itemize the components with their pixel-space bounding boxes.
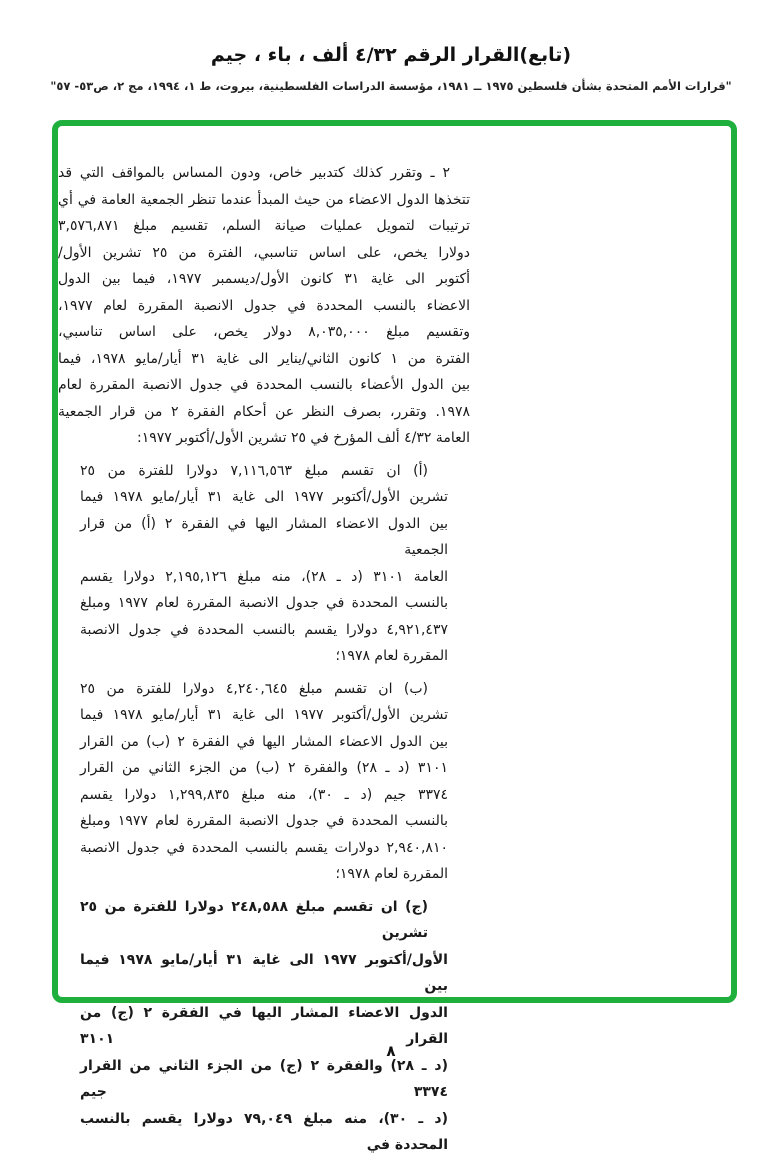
paragraph-b xyxy=(80,676,448,888)
text-line: العامة ٣١٠١ (د ـ ٢٨)، منه مبلغ ٢,١٩٥,١٢٦ دولارا يقسم xyxy=(80,568,448,585)
text-line: ترتيبات لتمويل عمليات صيانة السلم، تقسيم مبلغ ٣,٥٧٦,٨٧١ xyxy=(58,218,470,234)
text-line: المقررة لعام ١٩٧٨؛ xyxy=(335,866,448,882)
text-line: ٢,٩٤٠,٨١٠ دولارات يقسم بالنسب المحددة في جدول الانصبة xyxy=(80,839,448,856)
text-line: (د ـ ٣٠)، منه مبلغ ٧٩,٠٤٩ دولارا يقسم بالنسب المحددة في xyxy=(80,1110,448,1153)
content-frame xyxy=(52,120,737,1153)
page-number: ٨ xyxy=(386,1042,396,1060)
paragraph-a xyxy=(80,458,448,670)
text-line: بين الدول الاعضاء المشار اليها في الفقرة ٢ (ب) من القرار xyxy=(80,733,448,750)
text-line: تشرين الأول/أكتوبر ١٩٧٧ الى غاية ٣١ أيار/مايو ١٩٧٨ فيما xyxy=(80,707,448,723)
page-header xyxy=(0,44,782,93)
resolution-text-column xyxy=(58,160,470,1159)
text-line: الاعضاء بالنسب المحددة في جدول الانصبة المقررة لعام ١٩٧٧، xyxy=(58,297,470,314)
document-title: (تابع)القرار الرقم ٤/٣٢ ألف ، باء ، جيم xyxy=(210,44,572,66)
paragraph-2-intro xyxy=(58,160,470,452)
text-line: الأول/أكتوبر ١٩٧٧ الى غاية ٣١ أيار/مايو ١٩٧٨ فيما بين xyxy=(80,951,448,994)
text-line: ٤,٩٢١,٤٣٧ دولارا يقسم بالنسب المحددة في جدول الانصبة xyxy=(80,621,448,638)
text-line: بين الدول الأعضاء بالنسب المحددة في جدول الانصبة المقررة لعام xyxy=(58,377,470,393)
text-line: بالنسب المحددة في جدول الانصبة المقررة لعام ١٩٧٧ ومبلغ xyxy=(80,595,448,611)
text-line: وتقسيم مبلغ ٨,٠٣٥,٠٠٠ دولار يخص، على اساس تناسبي، xyxy=(58,324,471,340)
text-line: بين الدول الاعضاء المشار اليها في الفقرة ٢ (أ) من قرار الجمعية xyxy=(80,515,449,558)
paragraph-c xyxy=(80,894,448,1159)
text-line: أكتوبر الى غاية ٣١ كانون الأول/ديسمبر ١٩٧٧، فيما بين الدول xyxy=(58,271,470,287)
text-line: ١٩٧٨. وتقرر، بصرف النظر عن أحكام الفقرة ٢ من قرار الجمعية xyxy=(58,403,470,420)
text-line: الدول الاعضاء المشار اليها في الفقرة ٢ (ج) من القرار ٣١٠١ xyxy=(80,1004,448,1047)
text-line: المقررة لعام ١٩٧٨؛ xyxy=(335,648,448,664)
source-citation: "قرارات الأمم المتحدة بشأن فلسطين ١٩٧٥ ــ ١٩٨١، مؤسسة الدراسات الفلسطينية، بيروت، ط ١، ١٩٩٤، مج ٢، ص٥٣- ٥٧" xyxy=(50,79,732,93)
text-line: (أ) ان تقسم مبلغ ٧,١١٦,٥٦٣ دولارا للفترة من ٢٥ xyxy=(80,462,428,479)
text-line: (ج) ان تقسم مبلغ ٢٤٨,٥٨٨ دولارا للفترة من ٢٥ تشرين xyxy=(80,898,428,941)
text-line: (د ـ ٢٨) والفقرة ٢ (ج) من الجزء الثاني من القرار ٣٣٧٤ جيم xyxy=(80,1057,448,1100)
text-line: الفترة من ١ كانون الثاني/يناير الى غاية ٣١ أيار/مايو ١٩٧٨، فيما xyxy=(58,350,471,367)
text-line: (ب) ان تقسم مبلغ ٤,٢٤٠,٦٤٥ دولارا للفترة من ٢٥ xyxy=(80,680,428,697)
text-line: تتخذها الدول الاعضاء من حيث المبدأ عندما تنظر الجمعية العامة في أي xyxy=(58,191,470,208)
text-line: بالنسب المحددة في جدول الانصبة المقررة لعام ١٩٧٧ ومبلغ xyxy=(80,813,448,829)
text-line: دولارا يخص، على اساس تناسبي، الفترة من ٢٥ تشرين الأول/ xyxy=(58,244,470,261)
text-line: تشرين الأول/أكتوبر ١٩٧٧ الى غاية ٣١ أيار/مايو ١٩٧٨ فيما xyxy=(80,489,448,505)
text-line: ٣٣٧٤ جيم (د ـ ٣٠)، منه مبلغ ١,٢٩٩,٨٣٥ دولارا يقسم xyxy=(80,786,449,803)
text-line: ٢ ـ وتقرر كذلك كتدبير خاص، ودون المساس بالمواقف التي قد xyxy=(58,165,450,181)
text-line: ٣١٠١ (د ـ ٢٨) والفقرة ٢ (ب) من الجزء الثاني من القرار xyxy=(80,760,448,776)
text-line: العامة ٤/٣٢ ألف المؤرخ في ٢٥ تشرين الأول/أكتوبر ١٩٧٧: xyxy=(136,430,470,446)
